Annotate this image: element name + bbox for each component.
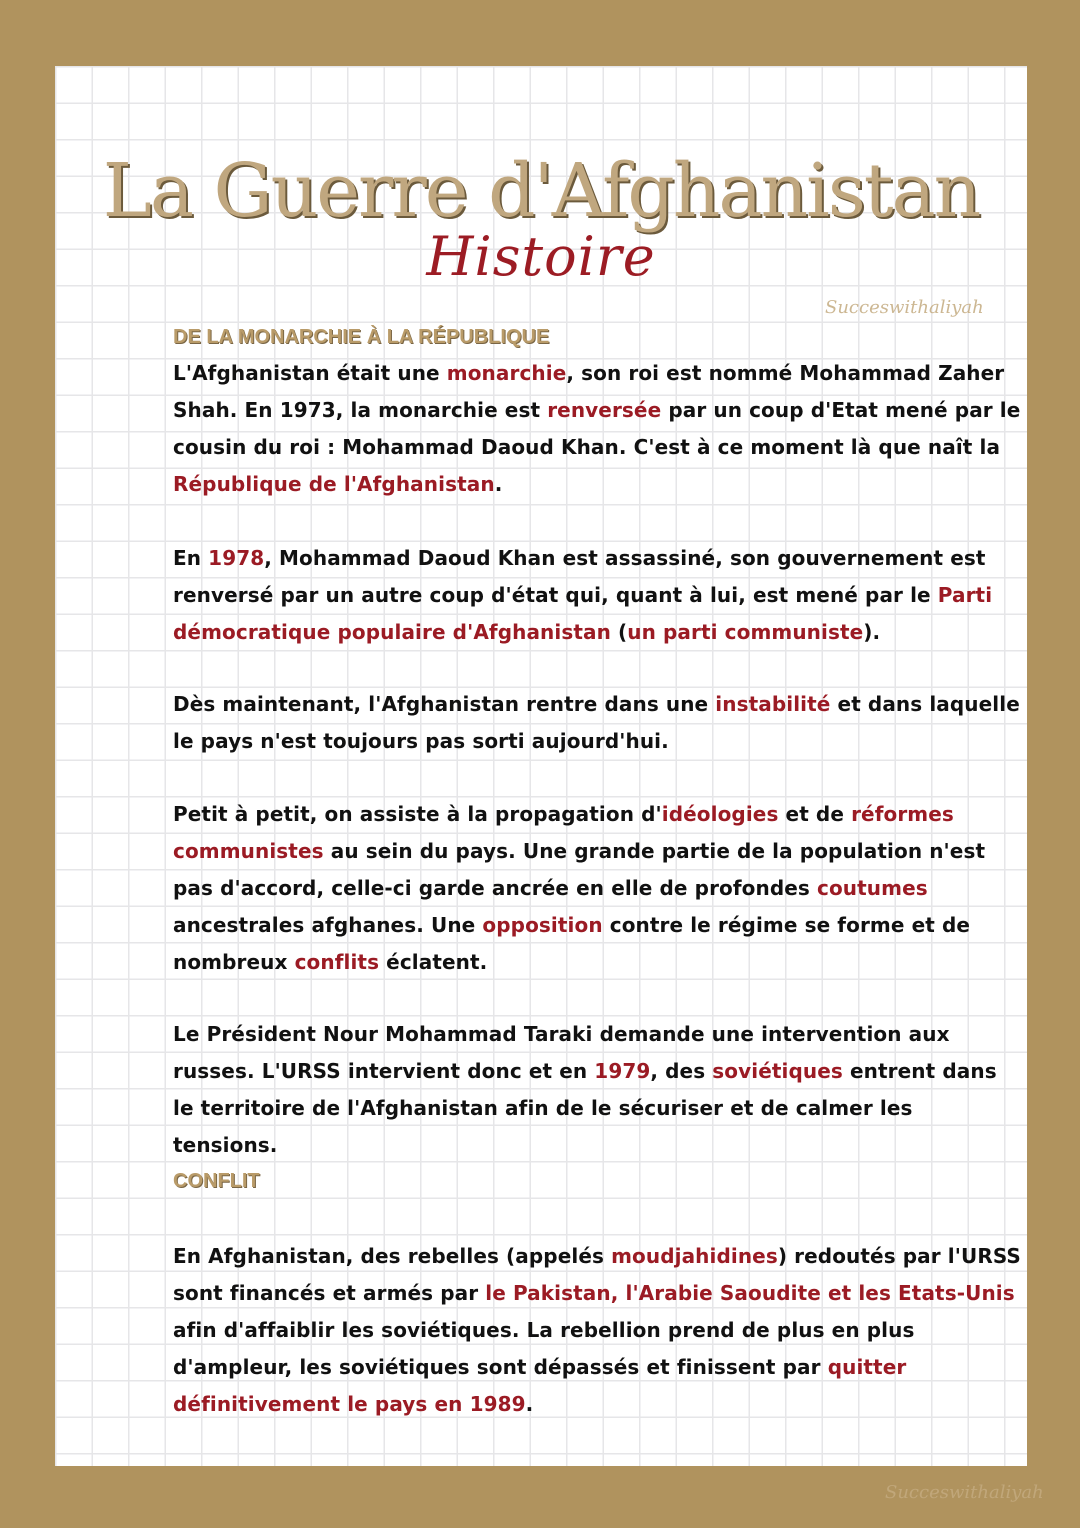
body-text: ancestrales afghanes. Une xyxy=(173,913,483,937)
highlighted-text: Parti démocratique populaire d'Afghanistan xyxy=(173,583,993,644)
paragraph-monarchie xyxy=(173,355,1023,503)
paragraph-ideologies xyxy=(173,796,1023,981)
body-text: ( xyxy=(610,620,628,644)
body-text: , Mohammad Daoud Khan est assassiné, son gouvernement est renversé par un autre coup d'état qui, quant à lui, est mené par le xyxy=(173,546,986,607)
body-text: En Afghanistan, des rebelles (appelés xyxy=(173,1244,612,1268)
body-text: , des xyxy=(650,1059,713,1083)
highlighted-text: moudjahidines xyxy=(611,1244,778,1268)
body-text: et de xyxy=(778,802,852,826)
body-text: et dans laquelle le pays n'est toujours pas sorti aujourd'hui. xyxy=(173,692,1020,753)
highlighted-text: renversée xyxy=(547,398,662,422)
body-text: par un coup d'Etat mené par le cousin du roi : Mohammad Daoud Khan. C'est à ce moment là que naît la xyxy=(173,398,1021,459)
body-text: contre le régime se forme et de nombreux xyxy=(173,913,971,974)
highlighted-text: conflits xyxy=(294,950,380,974)
body-text: Dès maintenant, l'Afghanistan rentre dans une xyxy=(173,692,716,716)
page-subtitle: Histoire xyxy=(426,225,656,288)
body-text: ). xyxy=(863,620,881,644)
page-title: La Guerre d'Afghanistan xyxy=(102,148,980,234)
highlighted-text: un parti communiste xyxy=(627,620,864,644)
body-text: En xyxy=(173,546,209,570)
note-page xyxy=(55,66,1044,1503)
body-text: Petit à petit, on assiste à la propagation d' xyxy=(173,802,662,826)
paragraph-rebelles xyxy=(173,1238,1023,1423)
highlighted-text: réformes communistes xyxy=(173,802,954,863)
body-text: ) redoutés par l'URSS sont financés et armés par xyxy=(173,1244,1021,1305)
body-text: Le Président Nour Mohammad Taraki demande une intervention aux russes. L'URSS intervient donc et en xyxy=(173,1022,950,1083)
highlighted-text: idéologies xyxy=(661,802,779,826)
paragraph-instabilite xyxy=(173,686,1023,760)
body-text: . xyxy=(525,1392,534,1416)
body-text: . xyxy=(494,472,503,496)
body-text: éclatent. xyxy=(379,950,488,974)
watermark-bottom: Succeswithaliyah xyxy=(885,1482,1044,1503)
watermark-top: Succeswithaliyah xyxy=(825,297,984,318)
highlighted-text: le Pakistan, l'Arabie Saoudite et les Etats-Unis xyxy=(485,1281,1015,1305)
highlighted-text: République de l'Afghanistan xyxy=(173,472,495,496)
body-text: , son roi est nommé Mohammad Zaher Shah. En 1973, la monarchie est xyxy=(173,361,1005,422)
paragraph-intervention xyxy=(173,1016,1023,1164)
body-text: entrent dans le territoire de l'Afghanistan afin de le sécuriser et de calmer les tensions. xyxy=(173,1059,997,1157)
highlighted-text: monarchie xyxy=(446,361,567,385)
highlighted-text: coutumes xyxy=(817,876,928,900)
highlighted-text: opposition xyxy=(482,913,603,937)
section-heading-conflit: CONFLIT xyxy=(173,1170,260,1192)
highlighted-text: quitter définitivement le pays en 1989 xyxy=(173,1355,907,1416)
highlighted-text: 1978 xyxy=(208,546,265,570)
body-text: L'Afghanistan était une xyxy=(173,361,447,385)
body-text: au sein du pays. Une grande partie de la population n'est pas d'accord, celle-ci garde ancrée en elle de profondes xyxy=(173,839,986,900)
highlighted-text: 1979 xyxy=(594,1059,651,1083)
highlighted-text: soviétiques xyxy=(712,1059,843,1083)
paragraph-1978 xyxy=(173,540,1023,651)
section-heading-monarchie: DE LA MONARCHIE À LA RÉPUBLIQUE xyxy=(173,326,550,348)
highlighted-text: instabilité xyxy=(715,692,831,716)
body-text: afin d'affaiblir les soviétiques. La rebellion prend de plus en plus d'ampleur, les soviétiques sont dépassés et finissent par xyxy=(173,1318,915,1379)
